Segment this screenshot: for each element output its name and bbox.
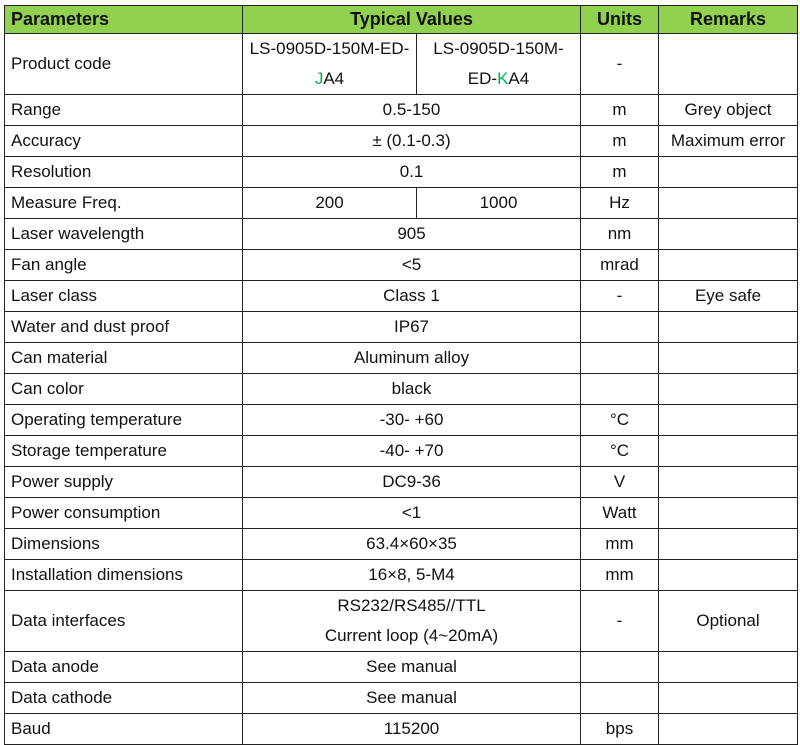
remark-dimensions bbox=[659, 529, 798, 560]
param-laser-class: Laser class bbox=[5, 281, 243, 312]
unit-baud: bps bbox=[581, 714, 659, 745]
remark-water-and-dust-proof bbox=[659, 312, 798, 343]
unit-data-cathode bbox=[581, 683, 659, 714]
unit-installation-dimensions: mm bbox=[581, 560, 659, 591]
unit-dimensions: mm bbox=[581, 529, 659, 560]
table-row-laser-class bbox=[5, 281, 798, 312]
remark-range: Grey object bbox=[659, 95, 798, 126]
param-operating-temperature: Operating temperature bbox=[5, 405, 243, 436]
param-data-interfaces: Data interfaces bbox=[5, 591, 243, 652]
table-row-accuracy bbox=[5, 126, 798, 157]
table-row-baud bbox=[5, 714, 798, 745]
product-code-b-prefix: ED- bbox=[467, 69, 498, 88]
value-installation-dimensions: 16×8, 5-M4 bbox=[243, 560, 581, 591]
table-row-range bbox=[5, 95, 798, 126]
value-data-interfaces bbox=[243, 591, 581, 652]
value-can-color: black bbox=[243, 374, 581, 405]
product-code-a-suffix: A4 bbox=[323, 69, 345, 88]
unit-fan-angle: mrad bbox=[581, 250, 659, 281]
param-measure-freq: Measure Freq. bbox=[5, 188, 243, 219]
remark-resolution bbox=[659, 157, 798, 188]
header-remarks: Remarks bbox=[659, 6, 798, 34]
unit-measure-freq: Hz bbox=[581, 188, 659, 219]
remark-power-consumption bbox=[659, 498, 798, 529]
unit-power-consumption: Watt bbox=[581, 498, 659, 529]
unit-range: m bbox=[581, 95, 659, 126]
param-power-consumption: Power consumption bbox=[5, 498, 243, 529]
value-fan-angle: <5 bbox=[243, 250, 581, 281]
value-storage-temperature: -40- +70 bbox=[243, 436, 581, 467]
data-interfaces-line2: Current loop (4~20mA) bbox=[324, 626, 499, 645]
value-laser-wavelength: 905 bbox=[243, 219, 581, 250]
table-row-data-interfaces bbox=[5, 591, 798, 652]
unit-power-supply: V bbox=[581, 467, 659, 498]
value-range: 0.5-150 bbox=[243, 95, 581, 126]
unit-operating-temperature: °C bbox=[581, 405, 659, 436]
unit-water-and-dust-proof bbox=[581, 312, 659, 343]
unit-can-color bbox=[581, 374, 659, 405]
table-row-operating-temperature bbox=[5, 405, 798, 436]
remark-can-material bbox=[659, 343, 798, 374]
table-row-can-color bbox=[5, 374, 798, 405]
value-accuracy: ± (0.1-0.3) bbox=[243, 126, 581, 157]
value-laser-class: Class 1 bbox=[243, 281, 581, 312]
table-row-measure-freq bbox=[5, 188, 798, 219]
unit-resolution: m bbox=[581, 157, 659, 188]
param-can-material: Can material bbox=[5, 343, 243, 374]
product-code-b-line1: LS-0905D-150M- bbox=[433, 39, 564, 58]
product-code-a-highlight: J bbox=[314, 69, 324, 88]
table-row-power-consumption bbox=[5, 498, 798, 529]
unit-accuracy: m bbox=[581, 126, 659, 157]
product-code-a bbox=[243, 34, 417, 95]
value-power-supply: DC9-36 bbox=[243, 467, 581, 498]
remark-fan-angle bbox=[659, 250, 798, 281]
table-row-can-material bbox=[5, 343, 798, 374]
value-dimensions: 63.4×60×35 bbox=[243, 529, 581, 560]
unit-can-material bbox=[581, 343, 659, 374]
value-resolution: 0.1 bbox=[243, 157, 581, 188]
param-accuracy: Accuracy bbox=[5, 126, 243, 157]
param-laser-wavelength: Laser wavelength bbox=[5, 219, 243, 250]
table-row-fan-angle bbox=[5, 250, 798, 281]
product-code-a-line2 bbox=[249, 64, 410, 94]
table-row-data-cathode bbox=[5, 683, 798, 714]
remark-power-supply bbox=[659, 467, 798, 498]
value-measure-freq-b: 1000 bbox=[417, 188, 581, 219]
table-row-storage-temperature bbox=[5, 436, 798, 467]
table-row-power-supply bbox=[5, 467, 798, 498]
param-can-color: Can color bbox=[5, 374, 243, 405]
remark-operating-temperature bbox=[659, 405, 798, 436]
header-units: Units bbox=[581, 6, 659, 34]
remark-product-code bbox=[659, 34, 798, 95]
product-code-a-line1: LS-0905D-150M-ED- bbox=[249, 39, 410, 58]
header-typical-values: Typical Values bbox=[243, 6, 581, 34]
unit-data-interfaces: - bbox=[581, 591, 659, 652]
remark-can-color bbox=[659, 374, 798, 405]
table-row-water-and-dust-proof bbox=[5, 312, 798, 343]
remark-baud bbox=[659, 714, 798, 745]
table-row-dimensions bbox=[5, 529, 798, 560]
remark-data-anode bbox=[659, 652, 798, 683]
param-installation-dimensions: Installation dimensions bbox=[5, 560, 243, 591]
param-storage-temperature: Storage temperature bbox=[5, 436, 243, 467]
remark-data-cathode bbox=[659, 683, 798, 714]
table-row-data-anode bbox=[5, 652, 798, 683]
remark-storage-temperature bbox=[659, 436, 798, 467]
unit-data-anode bbox=[581, 652, 659, 683]
remark-laser-class: Eye safe bbox=[659, 281, 798, 312]
spec-table bbox=[4, 5, 798, 745]
param-product-code: Product code bbox=[5, 34, 243, 95]
table-row-product-code bbox=[5, 34, 798, 95]
param-dimensions: Dimensions bbox=[5, 529, 243, 560]
param-power-supply: Power supply bbox=[5, 467, 243, 498]
unit-storage-temperature: °C bbox=[581, 436, 659, 467]
value-operating-temperature: -30- +60 bbox=[243, 405, 581, 436]
value-baud: 115200 bbox=[243, 714, 581, 745]
value-measure-freq-a: 200 bbox=[243, 188, 417, 219]
header-row bbox=[5, 6, 798, 34]
unit-product-code: - bbox=[581, 34, 659, 95]
product-code-b-suffix: A4 bbox=[508, 69, 530, 88]
value-data-cathode: See manual bbox=[243, 683, 581, 714]
product-code-b-line2 bbox=[423, 64, 574, 94]
product-code-b bbox=[417, 34, 581, 95]
table-row-installation-dimensions bbox=[5, 560, 798, 591]
param-water-and-dust-proof: Water and dust proof bbox=[5, 312, 243, 343]
value-can-material: Aluminum alloy bbox=[243, 343, 581, 374]
param-resolution: Resolution bbox=[5, 157, 243, 188]
remark-data-interfaces: Optional bbox=[659, 591, 798, 652]
param-range: Range bbox=[5, 95, 243, 126]
remark-measure-freq bbox=[659, 188, 798, 219]
param-data-cathode: Data cathode bbox=[5, 683, 243, 714]
param-baud: Baud bbox=[5, 714, 243, 745]
header-parameters: Parameters bbox=[5, 6, 243, 34]
param-data-anode: Data anode bbox=[5, 652, 243, 683]
remark-accuracy: Maximum error bbox=[659, 126, 798, 157]
unit-laser-wavelength: nm bbox=[581, 219, 659, 250]
remark-laser-wavelength bbox=[659, 219, 798, 250]
remark-installation-dimensions bbox=[659, 560, 798, 591]
unit-laser-class: - bbox=[581, 281, 659, 312]
value-data-anode: See manual bbox=[243, 652, 581, 683]
value-power-consumption: <1 bbox=[243, 498, 581, 529]
param-fan-angle: Fan angle bbox=[5, 250, 243, 281]
product-code-b-highlight: K bbox=[497, 69, 509, 88]
table-row-laser-wavelength bbox=[5, 219, 798, 250]
data-interfaces-line1: RS232/RS485//TTL bbox=[337, 596, 486, 615]
value-water-and-dust-proof: IP67 bbox=[243, 312, 581, 343]
table-row-resolution bbox=[5, 157, 798, 188]
